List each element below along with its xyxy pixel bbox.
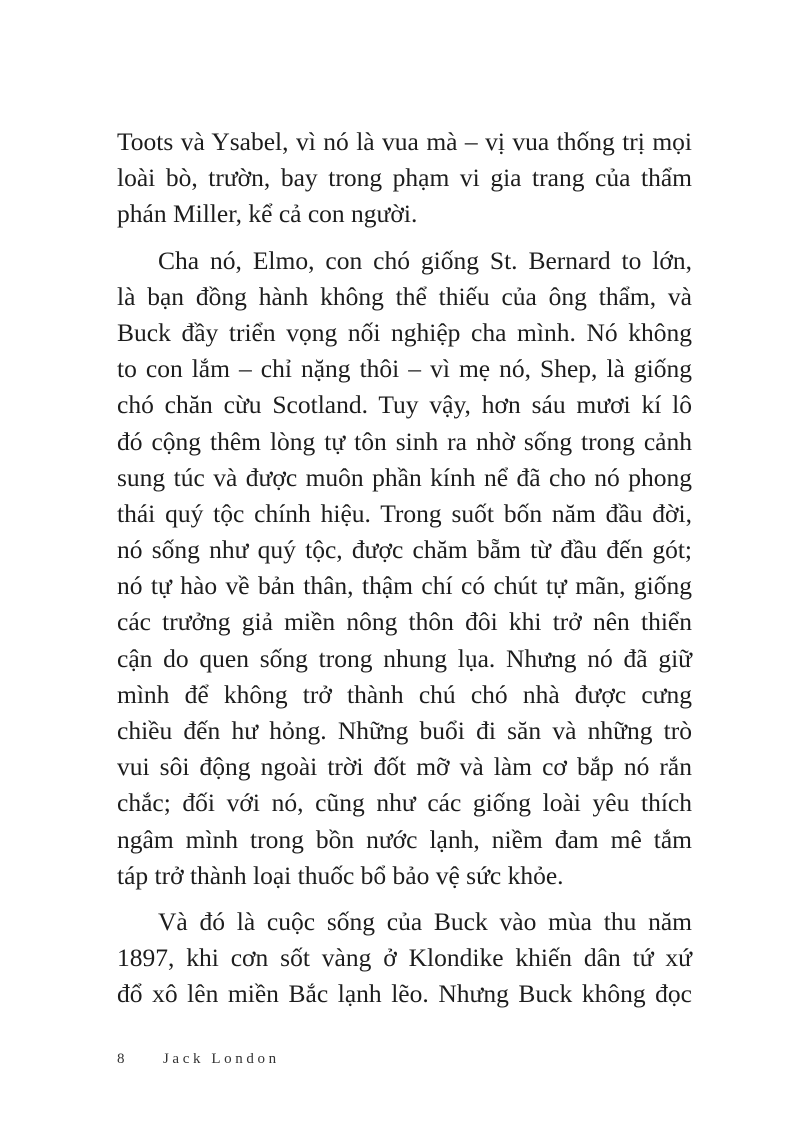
text-line: đó cộng thêm lòng tự tôn sinh ra nhờ sống trong cảnh bbox=[117, 426, 692, 456]
paragraph-3 bbox=[117, 904, 692, 1013]
text-line: đổ xô lên miền Bắc lạnh lẽo. Nhưng Buck không đọc bbox=[117, 979, 692, 1009]
text-line: là bạn đồng hành không thể thiếu của ông thẩm, và bbox=[117, 281, 692, 311]
text-line: các trưởng giả miền nông thôn đôi khi trở nên thiển bbox=[117, 607, 692, 637]
text-line: mình để không trở thành chú chó nhà được cưng bbox=[117, 679, 692, 709]
text-line: Và đó là cuộc sống của Buck vào mùa thu năm bbox=[158, 906, 692, 936]
text-line: nó sống như quý tộc, được chăm bẵm từ đầu đến gót; bbox=[117, 535, 692, 565]
text-line: loài bò, trườn, bay trong phạm vi gia trang của thẩm bbox=[117, 163, 692, 193]
text-line: táp trở thành loại thuốc bổ bảo vệ sức khỏe. bbox=[117, 860, 564, 890]
text-line: chiều đến hư hỏng. Những buổi đi săn và những trò bbox=[117, 716, 692, 745]
text-line: vui sôi động ngoài trời đốt mỡ và làm cơ bắp nó rắn bbox=[117, 752, 692, 782]
text-line: thái quý tộc chính hiệu. Trong suốt bốn năm đầu đời, bbox=[117, 498, 692, 528]
text-line: ngâm mình trong bồn nước lạnh, niềm đam mê tắm bbox=[117, 824, 692, 854]
paragraph-1 bbox=[117, 124, 692, 233]
page-footer bbox=[117, 1051, 280, 1068]
text-line: phán Miller, kể cả con người. bbox=[117, 199, 418, 229]
page-number: 8 bbox=[117, 1051, 125, 1067]
text-line: sung túc và được muôn phần kính nể đã cho nó phong bbox=[117, 462, 692, 492]
text-line: chắc; đối với nó, cũng như các giống loài yêu thích bbox=[117, 788, 692, 818]
text-line: 1897, khi cơn sốt vàng ở Klondike khiến dân tứ xứ bbox=[117, 943, 692, 973]
text-line: Cha nó, Elmo, con chó giống St. Bernard to lớn, bbox=[158, 245, 692, 275]
paragraph-2 bbox=[117, 243, 692, 894]
page-body bbox=[117, 124, 692, 1013]
text-line: Toots và Ysabel, vì nó là vua mà – vị vua thống trị mọi bbox=[117, 127, 692, 156]
text-line: Buck đầy triển vọng nối nghiệp cha mình. Nó không bbox=[117, 317, 692, 347]
text-line: cận do quen sống trong nhung lụa. Nhưng nó đã giữ bbox=[117, 643, 692, 673]
running-footer-author: Jack London bbox=[163, 1051, 280, 1067]
text-line: to con lắm – chỉ nặng thôi – vì mẹ nó, Shep, là giống bbox=[117, 354, 692, 384]
text-line: chó chăn cừu Scotland. Tuy vậy, hơn sáu mươi kí lô bbox=[117, 390, 692, 420]
text-line: nó tự hào về bản thân, thậm chí có chút tự mãn, giống bbox=[117, 571, 692, 601]
